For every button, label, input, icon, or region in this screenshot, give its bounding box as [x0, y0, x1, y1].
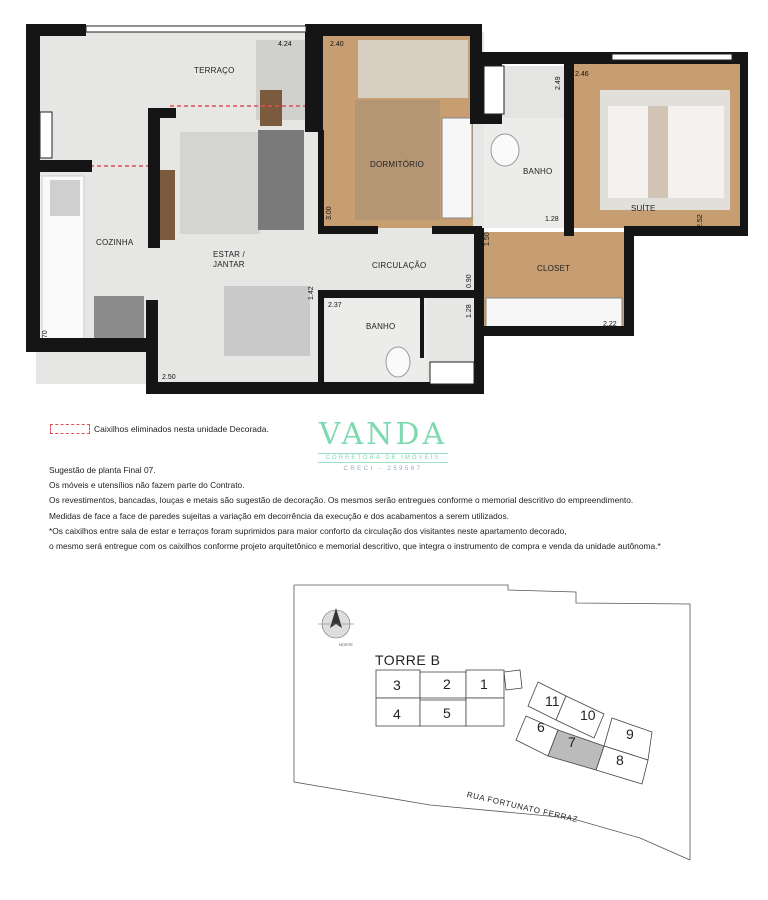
- street-label: RUA FORTUNATO FERRAZ: [465, 790, 579, 825]
- note-line: Os revestimentos, bancadas, louças e metais são sugestão de decoração. Os mesmos serão entregues conforme o memorial descritivo do empreendimento.: [49, 495, 634, 506]
- dining-table: [224, 286, 310, 356]
- legend-text: Caixilhos eliminados nesta unidade Decorada.: [94, 424, 269, 434]
- torre-label: TORRE B: [375, 652, 441, 668]
- note-line: *Os caixilhos entre sala de estar e terraços foram suprimidos para maior conforto da circulação dos visitantes neste apartamento decorado,: [49, 525, 567, 536]
- site-plan: [0, 570, 768, 900]
- room-terraco: TERRAÇO: [194, 66, 235, 75]
- room-banho-2: BANHO: [366, 322, 396, 331]
- note-line: o mesmo será entregue com os caixilhos conforme projeto arquitetônico e memorial descritivo, que integra o instrumento de compra e venda da unidade autônoma.*: [49, 541, 661, 552]
- unit-label-9: 9: [626, 726, 634, 742]
- north-label: NORTE: [339, 642, 353, 647]
- dim-banho-2-side: 1.28: [466, 304, 473, 318]
- unit-label-1: 1: [480, 676, 488, 692]
- legend: [50, 424, 269, 434]
- logo-creci: CRECI - 259567: [343, 466, 423, 472]
- sofa: [258, 130, 304, 230]
- dim-dorm: 2.40: [330, 41, 344, 48]
- unit-label-10: 10: [580, 707, 596, 723]
- room-circulacao: CIRCULAÇÃO: [372, 261, 427, 270]
- north-arrow-icon: [318, 608, 354, 638]
- dim-cozinha: 2.70: [42, 330, 49, 344]
- unit-label-2: 2: [443, 676, 451, 692]
- room-cozinha: COZINHA: [96, 238, 134, 247]
- dim-banho-1: 1.28: [545, 216, 559, 223]
- unit-label-4: 4: [393, 706, 401, 722]
- logo-name: VANDA: [318, 417, 448, 452]
- dim-dining: 1.42: [308, 286, 315, 300]
- dim-circ: 0.90: [466, 274, 473, 288]
- dashed-frame-icon: [50, 424, 90, 434]
- notes: [49, 463, 749, 554]
- dim-cozinha-2: 1.70: [128, 338, 142, 345]
- dim-closet: 2.22: [603, 321, 617, 328]
- unit-label-8: 8: [616, 752, 624, 768]
- note-line: Medidas de face a face de paredes sujeitas a variação em decorrência da execução e dos acabamentos a serem utilizados.: [49, 510, 509, 521]
- unit-label-11: 11: [545, 693, 560, 709]
- dim-dorm-side: 3.00: [326, 206, 333, 220]
- unit-7-highlight: [548, 730, 604, 770]
- living-rug: [180, 132, 260, 234]
- dim-suite-side: 2.52: [697, 214, 704, 228]
- floor-plan: [0, 0, 768, 400]
- room-closet: CLOSET: [537, 264, 571, 273]
- dorm-bed: [358, 40, 468, 98]
- unit-label-5: 5: [443, 705, 451, 721]
- dim-banho-top: 2.49: [555, 76, 562, 90]
- dim-suite: 2.46: [575, 71, 589, 78]
- dim-closet-door: 1.50: [484, 232, 491, 246]
- unit-label-3: 3: [393, 677, 401, 693]
- unit-label-7: 7: [568, 734, 576, 750]
- dim-banho-2: 2.37: [328, 302, 342, 309]
- dim-estar: 2.50: [162, 374, 176, 381]
- note-line: Os móveis e utensílios não fazem parte do Contrato.: [49, 480, 245, 491]
- room-jantar: JANTAR: [213, 260, 245, 269]
- room-dormitorio: DORMITÓRIO: [370, 160, 424, 169]
- logo-subtitle: CORRETORA DE IMÓVEIS: [318, 453, 448, 463]
- unit-label-6: 6: [537, 719, 545, 735]
- note-line: Sugestão de planta Final 07.: [49, 465, 156, 475]
- room-estar: ESTAR /: [213, 250, 245, 259]
- dim-terraco: 4.24: [278, 41, 292, 48]
- room-suite: SUÍTE: [631, 204, 656, 213]
- room-banho-1: BANHO: [523, 167, 553, 176]
